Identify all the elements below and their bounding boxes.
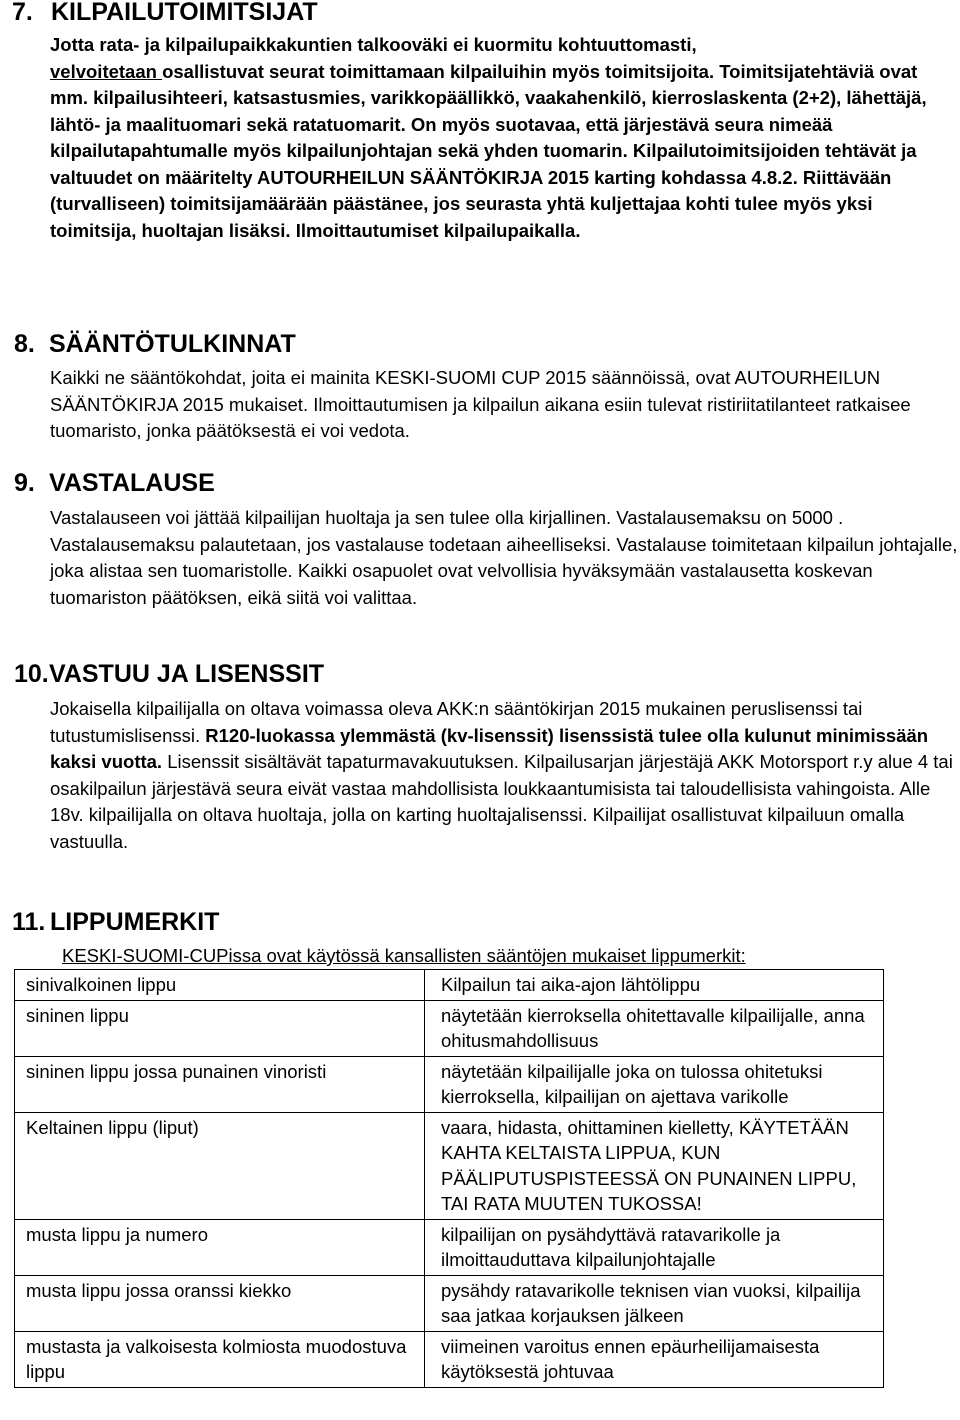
section-title: VASTUU JA LISENSSIT	[49, 660, 325, 688]
flag-name-cell: sininen lippu	[15, 1000, 425, 1056]
section-title: VASTALAUSE	[49, 469, 215, 497]
section-number: 9.	[14, 469, 35, 497]
table-row	[15, 1219, 884, 1275]
section-number: 11.	[12, 908, 46, 936]
flag-meaning-cell: Kilpailun tai aika-ajon lähtölippu	[425, 970, 884, 1001]
section-title: SÄÄNTÖTULKINNAT	[49, 330, 296, 358]
paragraph-text: Lisenssit sisältävät tapaturmavakuutuksen. Kilpailusarjan järjestäjä AKK Motorsport r.y alue 4 tai osakilpailun järjestävä seura eivät vastaa mahdollisista loukkaantumisista tai taloudellisista vahingoista. Alle 18v. kilpailijalla on oltava huoltaja, jolla on karting huoltajalisenssi. Kilpailijat osallistuvat kilpailuun omalla vastuulla.	[50, 751, 953, 852]
section-title: LIPPUMERKIT	[50, 908, 220, 936]
section-7-heading	[12, 0, 318, 27]
flag-table	[14, 969, 884, 1388]
section-9-body: Vastalauseen voi jättää kilpailijan huoltaja ja sen tulee olla kirjallinen. Vastalausemaksu on 5000 . Vastalausemaksu palautetaan, jos vastalause todetaan aiheelliseksi. Vastalause toimitetaan kilpailun johtajalle, joka alistaa sen tuomaristolle. Kaikki osapuolet ovat velvollisia hyväksymään vastalausetta koskevan tuomariston päätöksen, eikä siitä voi valittaa.	[50, 507, 958, 608]
flag-name-cell: sininen lippu jossa punainen vinoristi	[15, 1056, 425, 1112]
section-7-body	[50, 32, 955, 244]
underlined-word: velvoitetaan	[50, 60, 163, 82]
table-row	[15, 970, 884, 1001]
flag-name-cell: musta lippu ja numero	[15, 1219, 425, 1275]
paragraph-text: osallistuvat seurat toimittamaan kilpailuihin myös toimitsijoita. Toimitsijatehtäviä ovat mm. kilpailusihteeri, katsastusmies, varikkopäällikkö, vaakahenkilö, kierroslaskenta (2+2), lähettäjä, lähtö- ja maalituomari sekä ratatuomarit. On myös suotavaa, että järjestävä seura nimeää kilpailutapahtumalle myös kilpailunjohtajan sekä yhden tuomarin. Kilpailutoimitsijoiden tehtävät ja valtuudet on määritelty AUTOURHEILUN SÄÄNTÖKIRJA 2015 karting kohdassa 4.8.2. Riittävään (turvalliseen) toimitsijamäärään päästänee, jos seurasta yhtä kuljettajaa kohti tulee myös yksi toimitsija, huoltajan lisäksi. Ilmoittautumiset kilpailupaikalla.	[50, 60, 927, 241]
section-number: 10.	[14, 660, 49, 688]
flag-meaning-cell: näytetään kierroksella ohitettavalle kilpailijalle, anna ohitusmahdollisuus	[425, 1000, 884, 1056]
flag-meaning-cell: viimeinen varoitus ennen epäurheilijamaisesta käytöksestä johtuvaa	[425, 1331, 884, 1387]
bold-text: R120-luokassa ylemmästä (kv-lisenssit) lisenssistä tulee olla kulunut minimissään kaksi vuotta.	[50, 724, 929, 772]
table-row	[15, 1275, 884, 1331]
table-row	[15, 1056, 884, 1112]
flag-meaning-cell: vaara, hidasta, ohittaminen kielletty, KÄYTETÄÄN KAHTA KELTAISTA LIPPUA, KUN PÄÄLIPUTUSPISTEESSÄ ON PUNAINEN LIPPU, TAI RATA MUUTEN TUKOSSA!	[425, 1112, 884, 1219]
table-row	[15, 1112, 884, 1219]
section-10-body	[50, 696, 960, 855]
section-number: 8.	[14, 330, 35, 358]
table-row	[15, 1000, 884, 1056]
section-11-heading	[12, 907, 219, 937]
section-number: 7.	[12, 0, 33, 26]
section-title: KILPAILUTOIMITSIJAT	[51, 0, 318, 26]
section-11-intro: KESKI-SUOMI-CUPissa ovat käytössä kansallisten sääntöjen mukaiset lippumerkit:	[62, 945, 746, 966]
paragraph-line: Jotta rata- ja kilpailupaikkakuntien talkooväki ei kuormitu kohtuuttomasti,	[50, 34, 697, 55]
flag-name-cell: musta lippu jossa oranssi kiekko	[15, 1275, 425, 1331]
flag-meaning-cell: näytetään kilpailijalle joka on tulossa ohitetuksi kierroksella, kilpailijan on ajettava varikolle	[425, 1056, 884, 1112]
section-9-heading	[14, 468, 215, 498]
flag-meaning-cell: kilpailijan on pysähdyttävä ratavarikolle ja ilmoittauduttava kilpailunjohtajalle	[425, 1219, 884, 1275]
flag-name-cell: Keltainen lippu (liput)	[15, 1112, 425, 1219]
section-8-body: Kaikki ne sääntökohdat, joita ei mainita KESKI-SUOMI CUP 2015 säännöissä, ovat AUTOURHEILUN SÄÄNTÖKIRJA 2015 mukaiset. Ilmoittautumisen ja kilpailun aikana esiin tulevat ristiriitatilanteet ratkaisee tuomaristo, jonka päätöksestä ei voi vedota.	[50, 367, 911, 441]
section-10-heading	[14, 659, 324, 689]
flag-meaning-cell: pysähdy ratavarikolle teknisen vian vuoksi, kilpailija saa jatkaa korjauksen jälkeen	[425, 1275, 884, 1331]
flag-name-cell: sinivalkoinen lippu	[15, 970, 425, 1001]
section-8-heading	[14, 329, 296, 359]
flag-name-cell: mustasta ja valkoisesta kolmiosta muodostuva lippu	[15, 1331, 425, 1387]
table-row	[15, 1331, 884, 1387]
paragraph-text: Jokaisella kilpailijalla on oltava voimassa oleva AKK:n sääntökirjan 2015 mukainen peruslisenssi tai tutustumislisenssi.	[50, 698, 863, 746]
